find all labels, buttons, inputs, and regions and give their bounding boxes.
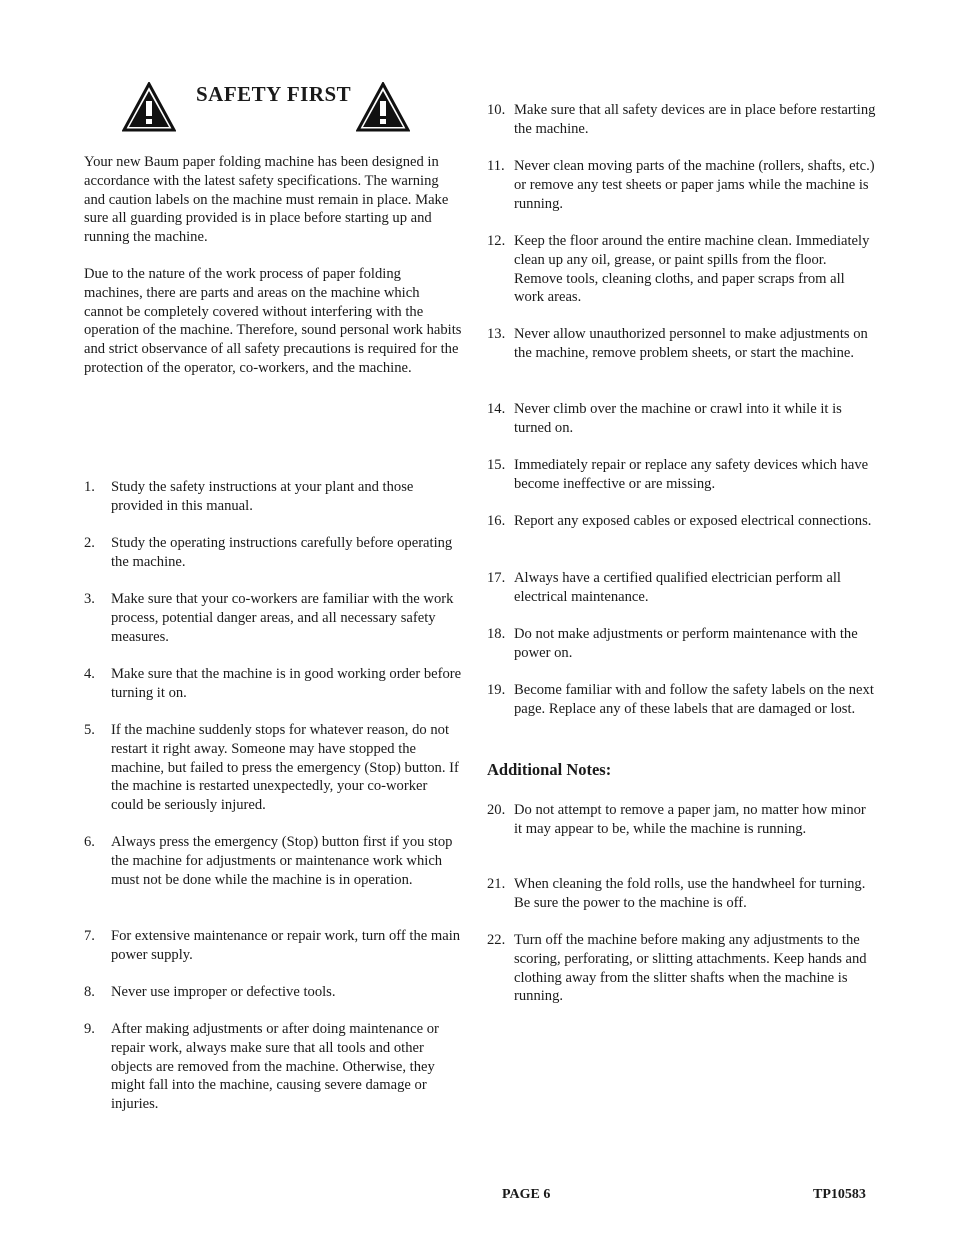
item-number: 19. [487,682,506,698]
page-title: SAFETY FIRST [196,82,352,106]
item-text: Never allow unauthorized personnel to make adjustments on the machine, remove problem sheets, or start the machine. [514,326,868,361]
item-number: 14. [487,401,506,417]
item-text: Always press the emergency (Stop) button first if you stop the machine for adjustments or maintenance work which must not be done while the machine is in operation. [111,834,453,888]
item-number: 16. [487,513,506,529]
item-number: 8. [84,984,95,1000]
item-text: When cleaning the fold rolls, use the handwheel for turning. Be sure the power to the machine is off. [514,876,866,911]
item-text: Keep the floor around the entire machine clean. Immediately clean up any oil, grease, or paint spills from the floor. Remove tools, cleaning cloths, and paper scraps from all work areas. [514,233,870,306]
item-text: Make sure that all safety devices are in place before restarting the machine. [514,102,876,137]
item-number: 12. [487,233,506,249]
item-number: 9. [84,1021,95,1037]
item-text: Never climb over the machine or crawl into it while it is turned on. [514,401,842,436]
item-text: For extensive maintenance or repair work, turn off the main power supply. [111,928,461,963]
item-text: Always have a certified qualified electrician perform all electrical maintenance. [514,570,841,605]
item-text: Report any exposed cables or exposed electrical connections. [514,513,872,529]
item-number: 1. [84,479,95,495]
item-text: Never use improper or defective tools. [111,984,336,1000]
item-number: 13. [487,326,506,342]
item-text: Study the operating instructions carefully before operating the machine. [111,535,453,570]
item-number: 11. [487,158,505,174]
item-number: 18. [487,626,506,642]
intro-paragraph: Your new Baum paper folding machine has been designed in accordance with the latest safety specifications. The warning and caution labels on the machine must remain in place. Make sure all guarding provided is in place before starting up and running the machine. [84,154,449,246]
item-text: Immediately repair or replace any safety devices which have become ineffective or are missing. [514,457,869,492]
item-number: 2. [84,535,95,551]
title-row [122,82,412,134]
item-number: 21. [487,876,506,892]
additional-notes-heading: Additional Notes: [487,760,612,779]
warning-triangle-icon [122,82,176,132]
item-number: 3. [84,591,95,607]
item-number: 4. [84,666,95,682]
item-number: 22. [487,932,506,948]
item-number: 17. [487,570,506,586]
item-number: 20. [487,802,506,818]
item-text: Make sure that your co-workers are familiar with the work process, potential danger areas, and all necessary safety measures. [111,591,454,645]
item-text: Turn off the machine before making any adjustments to the scoring, perforating, or slitting attachments. Keep hands and clothing away from the slitter shafts when the machine is running. [514,932,867,1005]
document-id: TP10583 [813,1187,866,1202]
page-number: PAGE 6 [502,1187,551,1202]
intro-paragraph: Due to the nature of the work process of paper folding machines, there are parts and areas on the machine which cannot be completely covered without interfering with the operation of the machine. Therefore, sound personal work habits and strict observance of all safety precautions is required for the protection of the operator, co-workers, and the machine. [84,266,462,376]
item-number: 7. [84,928,95,944]
item-text: Study the safety instructions at your plant and those provided in this manual. [111,479,414,514]
item-number: 15. [487,457,506,473]
item-number: 6. [84,834,95,850]
item-text: Become familiar with and follow the safety labels on the next page. Replace any of these labels that are damaged or lost. [514,682,874,717]
item-text: If the machine suddenly stops for whatever reason, do not restart it right away. Someone may have stopped the machine, but failed to press the emergency (Stop) button. If the machine is restarted unexpectedly, your co-worker could be seriously injured. [111,722,459,814]
item-text: Do not attempt to remove a paper jam, no matter how minor it may appear to be, while the machine is running. [514,802,866,837]
warning-triangle-icon [356,82,410,132]
item-text: Never clean moving parts of the machine (rollers, shafts, etc.) or remove any test sheets or paper jams while the machine is running. [514,158,875,212]
item-text: Do not make adjustments or perform maintenance with the power on. [514,626,858,661]
item-text: After making adjustments or after doing maintenance or repair work, always make sure that all tools and other objects are removed from the machine. Otherwise, they might fall into the machine, causing severe damage or injuries. [111,1021,439,1113]
item-number: 5. [84,722,95,738]
item-number: 10. [487,102,506,118]
item-text: Make sure that the machine is in good working order before turning it on. [111,666,462,701]
